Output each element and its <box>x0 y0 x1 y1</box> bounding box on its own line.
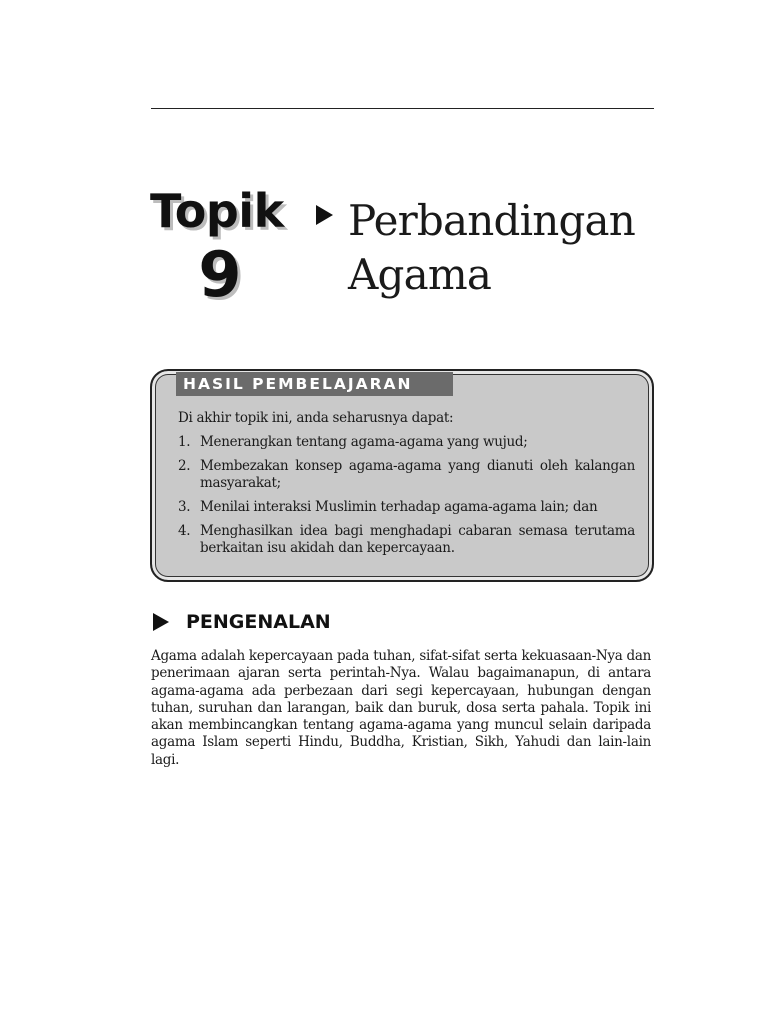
introduction-paragraph: Agama adalah kepercayaan pada tuhan, sifat-sifat serta kekuasaan-Nya dan penerimaan ajaran serta perintah-Nya. Walau bagaimanapun, di antara agama-agama ada perbezaan dari segi kepercayaan, hubungan dengan tuhan, suruhan dan larangan, baik dan buruk, dosa serta pahala. Topik ini akan membincangkan tentang agama-agama yang muncul selain daripada agama Islam seperti Hindu, Buddha, Kristian, Sikh, Yahudi dan lain-lain lagi. <box>151 648 651 768</box>
list-item-number: 4. <box>178 523 191 539</box>
section-heading: PENGENALAN <box>186 611 331 633</box>
title-line-1: Perbandingan <box>348 196 636 245</box>
learning-outcomes-intro: Di akhir topik ini, anda seharusnya dapat: <box>178 410 454 426</box>
list-item-text: Menghasilkan idea bagi menghadapi cabaran semasa terutama berkaitan isu akidah dan kepercayaan. <box>200 523 635 556</box>
section-arrow-icon <box>153 613 169 631</box>
topic-label: Topik <box>150 184 284 238</box>
list-item <box>178 499 635 516</box>
list-item-number: 2. <box>178 458 191 474</box>
topic-number: 9 <box>198 238 242 311</box>
list-item-text: Menilai interaksi Muslimin terhadap agama-agama lain; dan <box>200 499 598 515</box>
learning-outcomes-list <box>178 434 635 564</box>
list-item-text: Menerangkan tentang agama-agama yang wujud; <box>200 434 528 450</box>
page-title <box>348 194 668 302</box>
title-line-2: Agama <box>348 250 492 299</box>
title-arrow-icon <box>316 205 333 225</box>
learning-outcomes-heading: HASIL PEMBELAJARAN <box>176 372 453 396</box>
list-item <box>178 523 635 557</box>
list-item-text: Membezakan konsep agama-agama yang dianuti oleh kalangan masyarakat; <box>200 458 635 491</box>
list-item <box>178 434 635 451</box>
topic-badge <box>150 184 300 311</box>
list-item <box>178 458 635 492</box>
list-item-number: 1. <box>178 434 191 450</box>
top-rule <box>151 108 654 109</box>
list-item-number: 3. <box>178 499 191 515</box>
